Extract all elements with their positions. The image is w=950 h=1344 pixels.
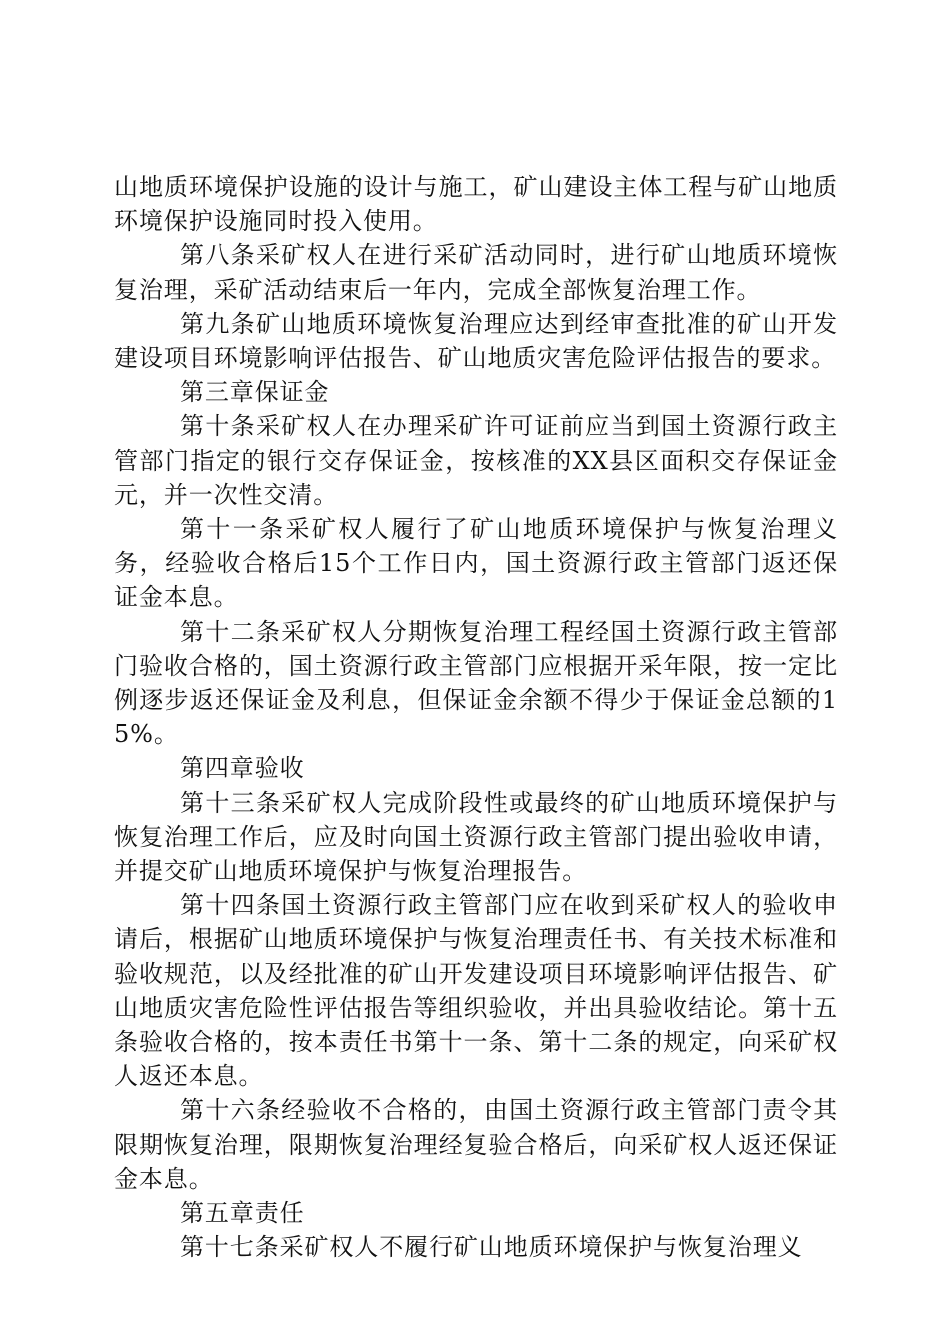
document-page [114,170,838,1265]
article-9: 第九条矿山地质环境恢复治理应达到经审查批准的矿山开发建设项目环境影响评估报告、矿山地质灾害危险评估报告的要求。 [114,309,838,373]
paragraph-continuation: 山地质环境保护设施的设计与施工，矿山建设主体工程与矿山地质环境保护设施同时投入使用。 [114,173,838,236]
article-13: 第十三条采矿权人完成阶段性或最终的矿山地质环境保护与恢复治理工作后，应及时向国土资源行政主管部门提出验收申请，并提交矿山地质环境保护与恢复治理报告。 [114,788,838,886]
article-14: 第十四条国土资源行政主管部门应在收到采矿权人的验收申请后，根据矿山地质环境保护与恢复治理责任书、有关技术标准和验收规范，以及经批准的矿山开发建设项目环境影响评估报告、矿山地质灾害危险性评估报告等组织验收，并出具验收结论。第十五条验收合格的，按本责任书第十一条、第十二条的规定，向采矿权人返还本息。 [114,891,838,1091]
article-16: 第十六条经验收不合格的，由国土资源行政主管部门责令其限期恢复治理，限期恢复治理经复验合格后，向采矿权人返还保证金本息。 [114,1096,838,1193]
article-12: 第十二条采矿权人分期恢复治理工程经国土资源行政主管部门验收合格的，国土资源行政主管部门应根据开采年限，按一定比例逐步返还保证金及利息，但保证金余额不得少于保证金总额的15%。 [114,617,838,749]
article-11: 第十一条采矿权人履行了矿山地质环境保护与恢复治理义务，经验收合格后15个工作日内，国土资源行政主管部门返还保证金本息。 [114,515,838,612]
chapter-3-heading: 第三章保证金 [180,378,330,407]
article-8: 第八条采矿权人在进行采矿活动同时，进行矿山地质环境恢复治理，采矿活动结束后一年内，完成全部恢复治理工作。 [114,241,838,304]
article-10: 第十条采矿权人在办理采矿许可证前应当到国土资源行政主管部门指定的银行交存保证金，按核准的XX县区面积交存保证金元，并一次性交清。 [114,412,838,509]
article-17: 第十七条采矿权人不履行矿山地质环境保护与恢复治理义 [180,1233,803,1262]
chapter-5-heading: 第五章责任 [180,1199,305,1228]
chapter-4-heading: 第四章验收 [180,754,305,783]
